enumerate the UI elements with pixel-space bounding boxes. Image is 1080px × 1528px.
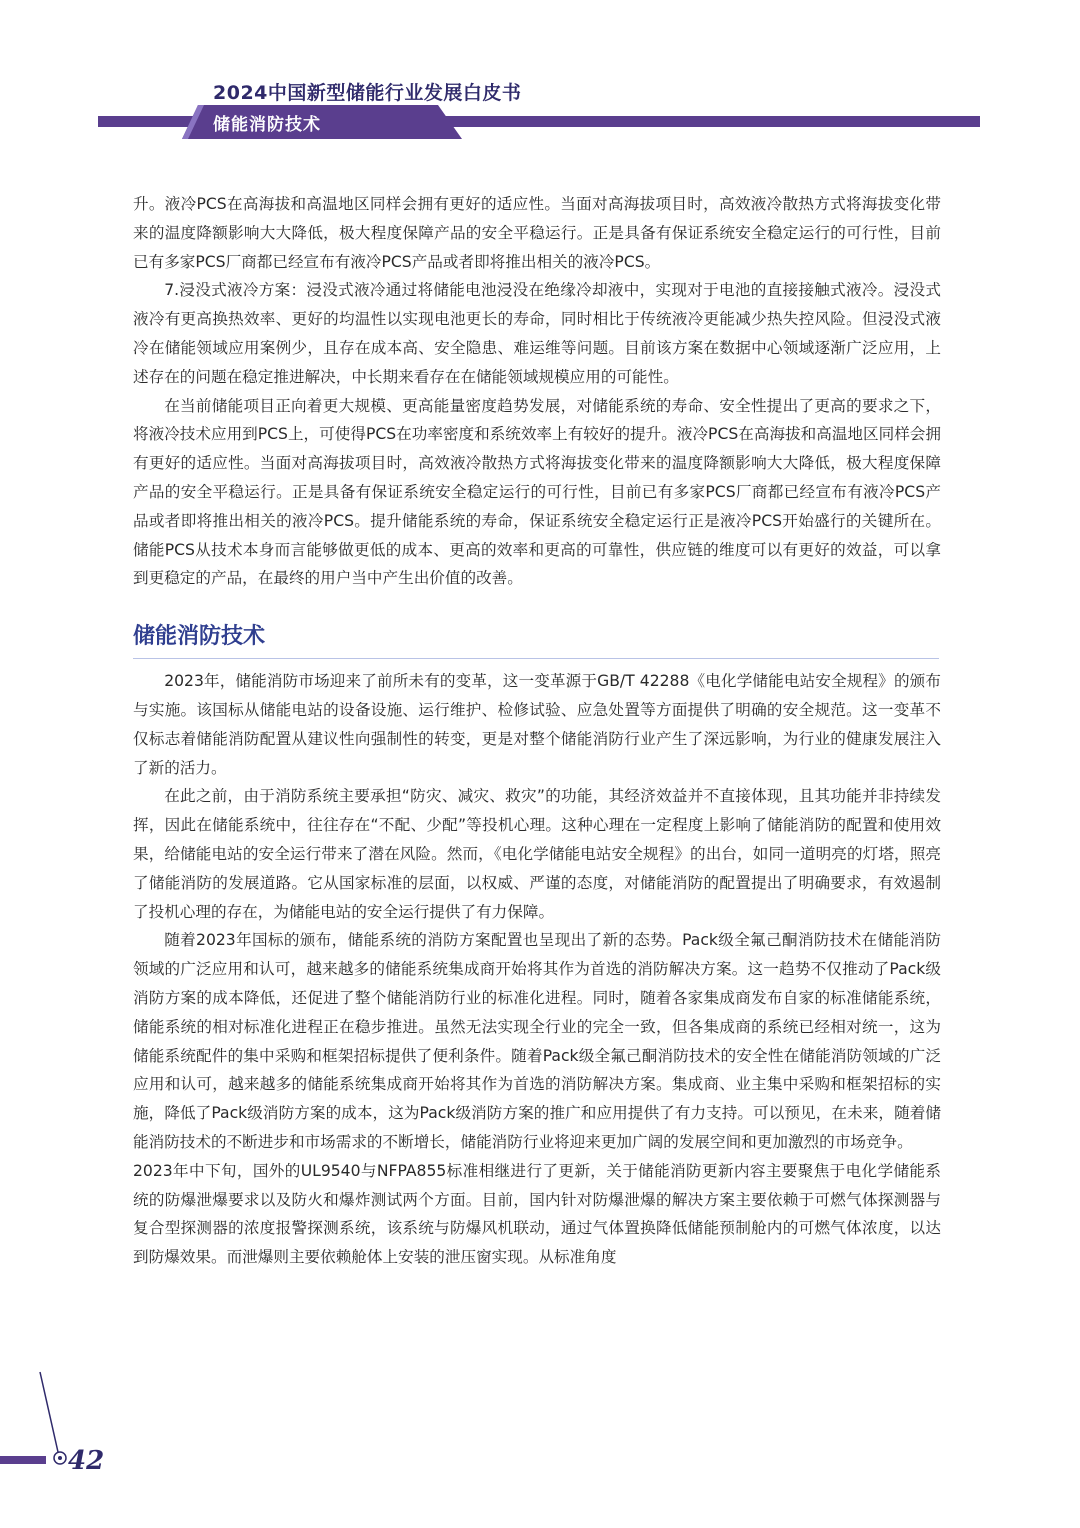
paragraph: 2023年中下旬，国外的UL9540与NFPA855标准相继进行了更新，关于储能消防更新内容主要聚焦于电化学储能系统的防爆泄爆要求以及防火和爆炸测试两个方面。目前，国内针对防爆泄爆的解决方案主要依赖于可燃气体探测器与复合型探测器的浓度报警探测系统，该系统与防爆风机联动，通过气体置换降低储能预制舱内的可燃气体浓度，以达到防爆效果。而泄爆则主要依赖舱体上安装的泄压窗实现。从标准角度	[133, 1161, 941, 1267]
header-banner	[0, 104, 1080, 140]
footer-deco-line	[40, 1372, 58, 1452]
paragraph: 2023年，储能消防市场迎来了前所未有的变革，这一变革源于GB/T 42288《电化学储能电站安全规程》的颁布与实施。该国标从储能电站的设备设施、运行维护、检修试验、应急处置等方面提供了明确的安全规范。这一变革不仅标志着储能消防配置从建议性向强制性的转变，更是对整个储能消防行业产生了深远影响，为行业的健康发展注入了新的活力。	[133, 672, 941, 777]
paragraph: 在此之前，由于消防系统主要承担“防灾、减灾、救灾”的功能，其经济效益并不直接体现，且其功能并非持续发挥，因此在储能系统中，往往存在“不配、少配”等投机心理。这种心理在一定程度上影响了储能消防的配置和使用效果，给储能电站的安全运行带来了潜在风险。然而，《电化学储能电站安全规程》的出台，如同一道明亮的灯塔，照亮了储能消防的发展道路。它从国家标准的层面，以权威、严谨的态度，对储能消防的配置提出了明确要求，有效遏制了投机心理的存在，为储能电站的安全运行提供了有力保障。	[133, 787, 941, 921]
page-number: 42	[68, 1446, 105, 1476]
paragraph: 7.浸没式液冷方案：浸没式液冷通过将储能电池浸没在绝缘冷却液中，实现对于电池的直接接触式液冷。浸没式液冷有更高换热效率、更好的均温性以实现电池更长的寿命，同时相比于传统液冷更能减少热失控风险。但浸没式液冷在储能领域应用案例少，且存在成本高、安全隐患、难运维等问题。目前该方案在数据中心领域逐渐广泛应用，上述存在的问题在稳定推进解决，中长期来看存在在储能领域规模应用的可能性。	[133, 281, 941, 386]
book-title: 2024中国新型储能行业发展白皮书	[213, 82, 522, 104]
section-body	[133, 667, 941, 1272]
page-content	[133, 190, 941, 1272]
header-section-tab: 储能消防技术	[213, 115, 321, 135]
section-heading: 储能消防技术	[133, 619, 939, 659]
footer-deco-bar	[0, 1456, 46, 1464]
paragraph: 在当前储能项目正向着更大规模、更高能量密度趋势发展，对储能系统的寿命、安全性提出了更高的要求之下，将液冷技术应用到PCS上，可使得PCS在功率密度和系统效率上有较好的提升。液冷PCS在高海拔和高温地区同样会拥有更好的适应性。当面对高海拔项目时，高效液冷散热方式将海拔变化带来的温度降额影响大大降低，极大程度保障产品的安全平稳运行。正是具备有保证系统安全稳定运行的可行性，目前已有多家PCS厂商都已经宣布有液冷PCS产品或者即将推出相关的液冷PCS。提升储能系统的寿命，保证系统安全稳定运行正是液冷PCS开始盛行的关键所在。储能PCS从技术本身而言能够做更低的成本、更高的效率和更高的可靠性，供应链的维度可以有更好的效益，可以拿到更稳定的产品，在最终的用户当中产生出价值的改善。	[133, 396, 941, 588]
paragraph: 升。液冷PCS在高海拔和高温地区同样会拥有更好的适应性。当面对高海拔项目时，高效液冷散热方式将海拔变化带来的温度降额影响大大降低，极大程度保障产品的安全平稳运行。正是具备有保证系统安全稳定运行的可行性，目前已有多家PCS厂商都已经宣布有液冷PCS产品或者即将推出相关的液冷PCS。	[133, 195, 941, 271]
paragraph: 随着2023年国标的颁布，储能系统的消防方案配置也呈现出了新的态势。Pack级全氟己酮消防技术在储能消防领域的广泛应用和认可，越来越多的储能系统集成商开始将其作为首选的消防解决方案。这一趋势不仅推动了Pack级消防方案的成本降低，还促进了整个储能消防行业的标准化进程。同时，随着各家集成商发布自家的标准储能系统，储能系统的相对标准化进程正在稳步推进。虽然无法实现全行业的完全一致，但各集成商的系统已经相对统一，这为储能系统配件的集中采购和框架招标提供了便利条件。随着Pack级全氟己酮消防技术的安全性在储能消防领域的广泛应用和认可，越来越多的储能系统集成商开始将其作为首选的消防解决方案。集成商、业主集中采购和框架招标的实施，降低了Pack级消防方案的成本，这为Pack级消防方案的推广和应用提供了有力支持。可以预见，在未来，随着储能消防技术的不断进步和市场需求的不断增长，储能消防行业将迎来更加广阔的发展空间和更加激烈的市场竞争。	[133, 931, 941, 1151]
footer-deco-dot	[58, 1456, 62, 1460]
